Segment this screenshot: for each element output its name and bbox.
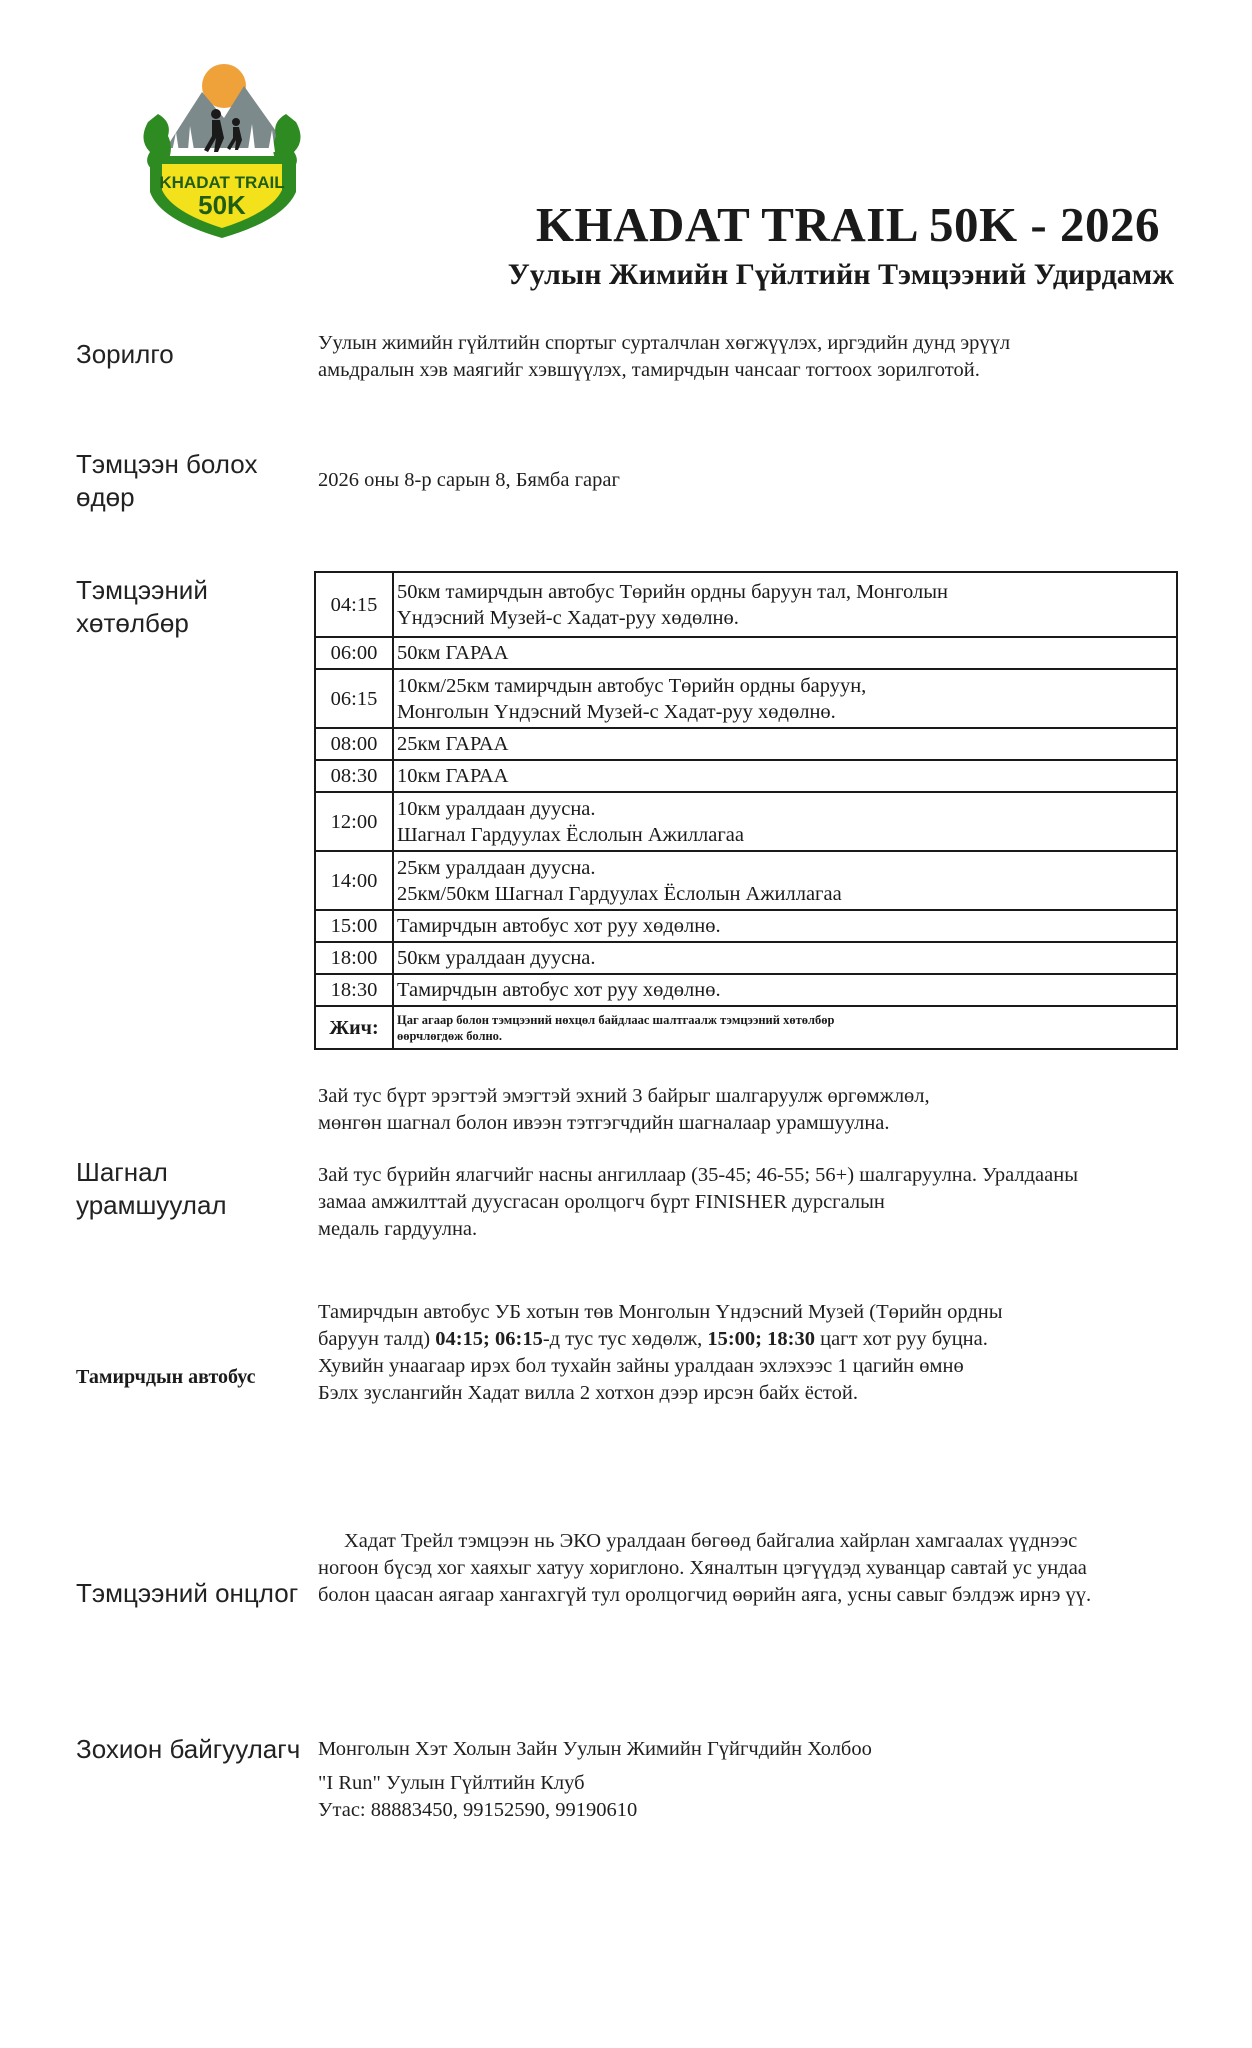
svg-text:KHADAT TRAIL: KHADAT TRAIL — [159, 173, 285, 192]
schedule-event-line: Үндэсний Музей-с Хадат-руу хөдөлнө. — [397, 606, 739, 629]
bus-line-part: -д тус тус хөдөлж, — [542, 1328, 708, 1350]
schedule-event-line: 25км/50км Шагнал Гардуулах Ёслолын Ажиллагаа — [397, 882, 842, 905]
awards-line: Зай тус бүрийн ялагчийг насны ангиллаар (35-45; 46-55; 56+) шалгаруулна. Уралдааны — [318, 1164, 1078, 1186]
feature-line: ногоон бүсэд хог хаяхыг хатуу хориглоно. Хяналтын цэгүүдэд хуванцар савтай ус ундаа — [318, 1557, 1087, 1579]
schedule-time: 14:00 — [315, 851, 393, 910]
schedule-row — [315, 942, 1177, 974]
program-label — [76, 574, 208, 640]
date-label-line: өдөр — [76, 482, 135, 512]
page-subtitle: Уулын Жимийн Гүйлтийн Тэмцээний Удирдамж — [507, 258, 1174, 291]
note-text — [393, 1006, 1177, 1049]
schedule-time: 08:30 — [315, 760, 393, 792]
bus-line: Хувийн унаагаар ирэх бол тухайн зайны уралдаан эхлэхээс 1 цагийн өмнө — [318, 1355, 964, 1377]
schedule-event-line: 50км тамирчдын автобус Төрийн ордны баруун тал, Монголын — [397, 580, 948, 603]
goal-line: Уулын жимийн гүйлтийн спортыг сурталчлан хөгжүүлэх, иргэдийн дунд эрүүл — [318, 332, 1011, 354]
awards-line: мөнгөн шагнал болон ивээн тэтгэгчдийн шагналаар урамшуулна. — [318, 1112, 890, 1134]
schedule-time: 18:00 — [315, 942, 393, 974]
date-label — [76, 448, 257, 514]
feature-label: Тэмцээний онцлог — [76, 1578, 299, 1608]
bus-departure-times: 04:15; 06:15 — [435, 1328, 543, 1350]
schedule-event — [393, 851, 1177, 910]
schedule-event: 10км ГАРАА — [393, 760, 1177, 792]
awards-line: медаль гардуулна. — [318, 1218, 478, 1240]
note-line: өөрчлөгдөж болно. — [397, 1028, 503, 1043]
bus-text — [318, 1299, 1003, 1407]
feature-line: болон цаасан аягаар хангахгүй тул оролцогчид өөрийн аяга, усны савыг бэлдэж ирнэ үү. — [318, 1584, 1092, 1606]
program-label-line: хөтөлбөр — [76, 608, 189, 638]
goal-line: амьдралын хэв маягийг хэвшүүлэх, тамирчдын чансааг тогтоох зорилготой. — [318, 359, 980, 381]
schedule-event-line: Монголын Үндэсний Музей-с Хадат-руу хөдөлнө. — [397, 700, 836, 723]
bus-return-times: 15:00; 18:30 — [707, 1328, 815, 1350]
organizer-text — [318, 1770, 637, 1824]
svg-text:50K: 50K — [198, 190, 246, 220]
schedule-event-line: 10км/25км тамирчдын автобус Төрийн ордны баруун, — [397, 674, 867, 697]
awards-line: замаа амжилттай дуусгасан оролцогч бүрт FINISHER дурсгалын — [318, 1191, 885, 1213]
schedule-event — [393, 572, 1177, 637]
awards-label-line: Шагнал — [76, 1157, 168, 1187]
page-title: KHADAT TRAIL 50K - 2026 — [535, 197, 1160, 252]
organizer-line: Монголын Хэт Холын Зайн Уулын Жимийн Гүйгчдийн Холбоо — [318, 1738, 872, 1760]
awards-paragraph-2 — [318, 1162, 1078, 1243]
schedule-row — [315, 792, 1177, 851]
bus-line-part: баруун талд) — [318, 1328, 436, 1350]
organizer-line: "I Run" Уулын Гүйлтийн Клуб — [318, 1772, 585, 1794]
bus-line: Бэлх зуслангийн Хадат вилла 2 хотхон дээр ирсэн байх ёстой. — [318, 1382, 858, 1404]
organizer-label: Зохион байгуулагч — [76, 1734, 301, 1764]
awards-line: Зай тус бүрт эрэгтэй эмэгтэй эхний 3 байрыг шалгаруулж өргөмжлөл, — [318, 1085, 930, 1107]
program-label-line: Тэмцээний — [76, 575, 208, 605]
bus-line-part: цагт хот руу буцна. — [814, 1328, 988, 1350]
schedule-time: 06:00 — [315, 637, 393, 669]
schedule-event-line: 25км уралдаан дуусна. — [397, 856, 596, 879]
note-label: Жич: — [315, 1006, 393, 1049]
schedule-event: Тамирчдын автобус хот руу хөдөлнө. — [393, 910, 1177, 942]
khadat-trail-logo — [128, 52, 316, 240]
schedule-event: 50км ГАРАА — [393, 637, 1177, 669]
schedule-event-line: Шагнал Гардуулах Ёслолын Ажиллагаа — [397, 823, 744, 846]
organizer-phone: Утас: 88883450, 99152590, 99190610 — [318, 1799, 638, 1821]
date-value: 2026 оны 8-р сарын 8, Бямба гараг — [318, 469, 620, 491]
schedule-row — [315, 851, 1177, 910]
schedule-row — [315, 637, 1177, 669]
schedule-time: 18:30 — [315, 974, 393, 1006]
schedule-time: 12:00 — [315, 792, 393, 851]
schedule-row — [315, 760, 1177, 792]
awards-label — [76, 1156, 227, 1222]
bus-line — [318, 1326, 1003, 1353]
note-line: Цаг агаар болон тэмцээний нөхцөл байдлаас шалтгаалж тэмцээний хөтөлбөр — [397, 1012, 835, 1027]
schedule-event: 50км уралдаан дуусна. — [393, 942, 1177, 974]
schedule-time: 06:15 — [315, 669, 393, 728]
bus-line: Тамирчдын автобус УБ хотын төв Монголын Үндэсний Музей (Төрийн ордны — [318, 1301, 1003, 1323]
schedule-event — [393, 792, 1177, 851]
schedule-event: 25км ГАРАА — [393, 728, 1177, 760]
schedule-row — [315, 910, 1177, 942]
feature-text — [318, 1555, 1091, 1609]
schedule-event — [393, 669, 1177, 728]
schedule-row — [315, 728, 1177, 760]
schedule-row — [315, 572, 1177, 637]
goal-text — [318, 330, 1010, 384]
schedule-time: 15:00 — [315, 910, 393, 942]
schedule-row — [315, 669, 1177, 728]
awards-paragraph-1 — [318, 1083, 930, 1137]
schedule-event: Тамирчдын автобус хот руу хөдөлнө. — [393, 974, 1177, 1006]
schedule-time: 08:00 — [315, 728, 393, 760]
program-schedule-table — [314, 571, 1178, 1050]
schedule-time: 04:15 — [315, 572, 393, 637]
schedule-note-row — [315, 1006, 1177, 1049]
bus-label: Тамирчдын автобус — [76, 1366, 256, 1388]
feature-line-first: Хадат Трейл тэмцээн нь ЭКО уралдаан бөгөөд байгалиа хайрлан хамгаалах үүднээс — [344, 1530, 1078, 1552]
awards-label-line: урамшуулал — [76, 1190, 227, 1220]
date-label-line: Тэмцээн болох — [76, 449, 258, 479]
schedule-event-line: 10км уралдаан дуусна. — [397, 797, 596, 820]
goal-label: Зорилго — [76, 339, 174, 369]
schedule-row — [315, 974, 1177, 1006]
